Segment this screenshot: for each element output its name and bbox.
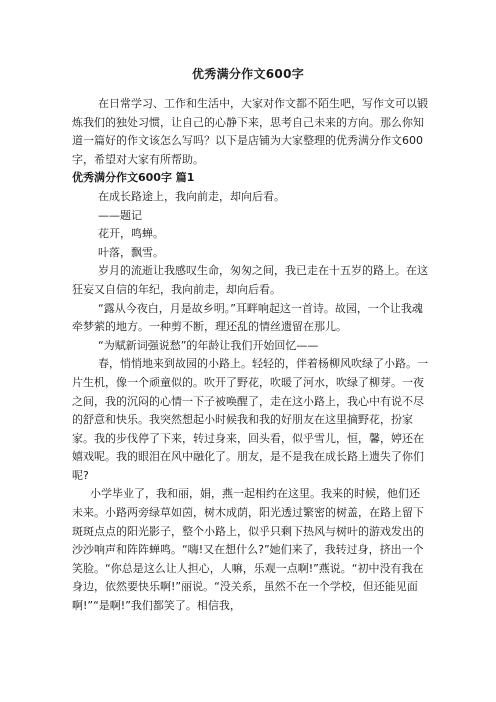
body-paragraph: 春，悄悄地来到故园的小路上。轻轻的，伴着杨柳风吹绿了小路。一片生机，像一个顽童似的。吹开了野花，吹暖了河水，吹绿了柳芽。一夜之间，我的沉闷的心情一下子被唤醒了，走在这小路上，我心中有说不尽的舒意和快乐。我突然想起小时候我和我的好朋友在这里摘野花，扮家家。我的步伐停了下来，转过身来，回头看，似乎雪儿，恒，馨，婷还在嬉戏呢。我的眼泪在风中融化了。朋友，是不是我在成长路上遗失了你们呢?	[72, 357, 428, 482]
body-paragraph: 花开，鸣蝉。	[98, 227, 164, 241]
body-paragraph: 小学毕业了，我和丽，娟，燕一起相约在这里。我来的时候，他们还未来。小路两旁绿草如茵，树木成荫，阳光透过繁密的树盖，在路上留下斑斑点点的阳光影子，整个小路上，似乎只剩下热风与树叶的游戏发出的沙沙响声和阵阵蝉鸣。“嗨!又在想什么?”她们来了，我转过身，挤出一个笑脸。“你总是这么让人担心，人嘛，乐观一点啊!”燕说。“初中没有我在身边，依然要快乐啊!”丽说。“没关系，虽然不在一个学校，但还能见面啊!”“是啊!”我们都笑了。相信我，	[72, 487, 424, 613]
body-paragraph: “为赋新词强说愁”的年龄让我们开始回忆——	[98, 338, 319, 352]
intro-paragraph: 在日常学习、工作和生活中，大家对作文都不陌生吧，写作文可以锻炼我们的独处习惯，让自己的心静下来，思考自己未来的方向。那么你知道一篇好的作文该怎么写吗？以下是店铺为大家整理的优秀满分作文600字，希望对大家有所帮助。	[72, 97, 428, 166]
body-paragraph: 叶落，飘雪。	[98, 245, 164, 259]
epigraph-label: ——题记	[98, 208, 142, 222]
section-heading: 优秀满分作文600字 篇1	[72, 171, 195, 185]
body-paragraph: 岁月的流逝让我感叹生命，匆匆之间，我已走在十五岁的路上。在这狂妄又自信的年纪，我向前走，却向后看。	[72, 264, 428, 296]
document-title: 优秀满分作文600字	[191, 67, 305, 81]
document-body	[72, 95, 428, 616]
body-paragraph: “露从今夜白，月是故乡明。”耳畔响起这一首诗。故园，一个让我魂牵梦萦的地方。一种剪不断，理还乱的情丝遗留在那儿。	[72, 301, 423, 334]
body-paragraph: 在成长路途上，我向前走，却向后看。	[98, 189, 285, 203]
